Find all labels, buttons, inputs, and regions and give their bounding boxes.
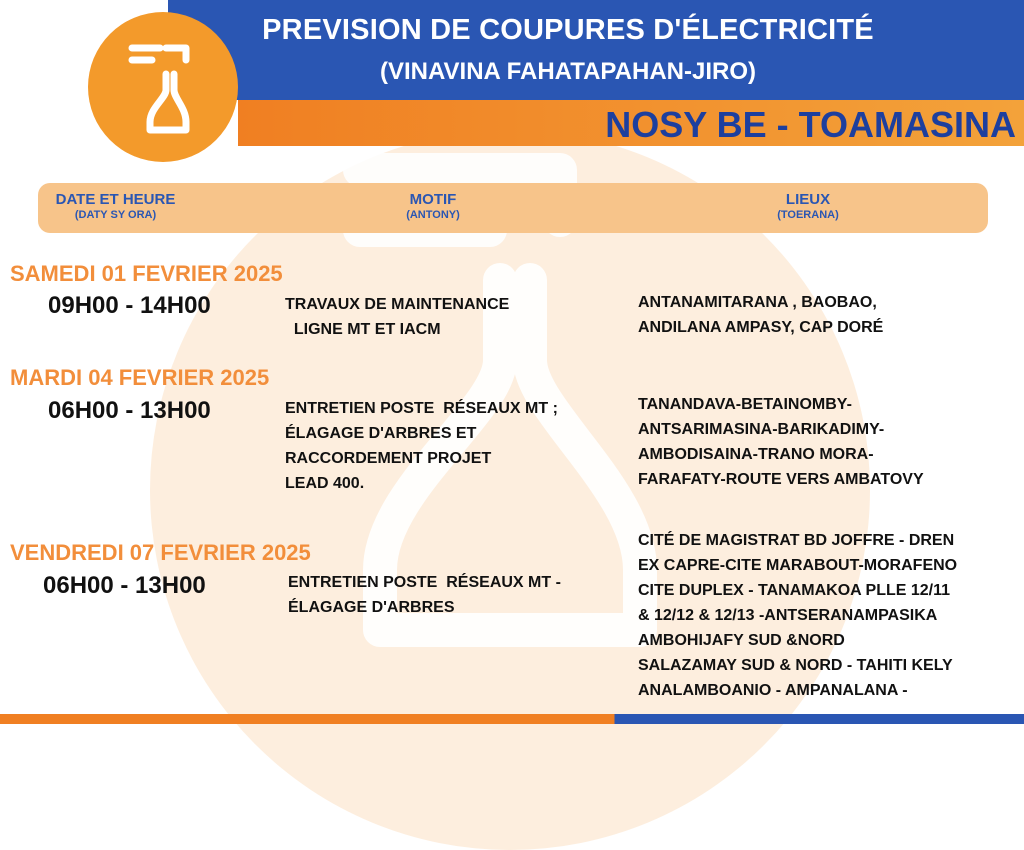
entry-lieux: ANTANAMITARANA , BAOBAO, ANDILANA AMPASY, CAP DORÉ [638,294,884,336]
entry-motif: TRAVAUX DE MAINTENANCE LIGNE MT ET IACM [285,296,510,338]
column-header-motif-sub: (ANTONY) [406,209,460,221]
entry-time: 06H00 - 13H00 [43,572,206,599]
faucet-icon [88,12,238,162]
page-title: PREVISION DE COUPURES D'ÉLECTRICITÉ [262,14,874,46]
entry-lieux: TANANDAVA-BETAINOMBY- ANTSARIMASINA-BARIKADIMY- AMBODISAINA-TRANO MORA- FARAFATY-ROUTE VERS AMBATOVY [638,396,924,488]
column-header-date [38,191,193,221]
entry-time: 06H00 - 13H00 [48,397,211,424]
column-header-date-label: DATE ET HEURE [55,191,176,208]
column-header-lieux [753,191,863,221]
page-subtitle: (VINAVINA FAHATAPAHAN-JIRO) [380,58,756,85]
entry-lieux: CITÉ DE MAGISTRAT BD JOFFRE - DREN EX CAPRE-CITE MARABOUT-MORAFENO CITE DUPLEX - TANAMAKOA PLLE 12/11 & 12/12 & 12/13 -ANTSERANAMPASIKA AMBOHIJAFY SUD &NORD SALAZAMAY SUD & NORD - TAHITI KELY ANALAMBOANIO - AMPANALANA - [638,532,958,699]
column-header-lieux-label: LIEUX [785,191,831,208]
column-header-motif [368,191,498,221]
table-header [38,183,988,233]
column-header-date-sub: (DATY SY ORA) [74,209,157,221]
bottom-bar [0,714,1024,724]
entry-day: VENDREDI 07 FEVRIER 2025 [10,540,311,565]
entry-motif: ENTRETIEN POSTE RÉSEAUX MT - ÉLAGAGE D'ARBRES [288,574,561,616]
entry-time: 09H00 - 14H00 [48,292,211,319]
column-header-lieux-sub: (TOERANA) [777,209,839,221]
region-title: NOSY BE - TOAMASINA [605,104,1016,145]
entry-day: SAMEDI 01 FEVRIER 2025 [10,261,283,286]
entry-motif: ENTRETIEN POSTE RÉSEAUX MT ; ÉLAGAGE D'ARBRES ET RACCORDEMENT PROJET LEAD 400. [285,400,558,492]
entry-day: MARDI 04 FEVRIER 2025 [10,365,270,390]
column-header-motif-label: MOTIF [409,191,457,208]
logo [88,12,238,162]
